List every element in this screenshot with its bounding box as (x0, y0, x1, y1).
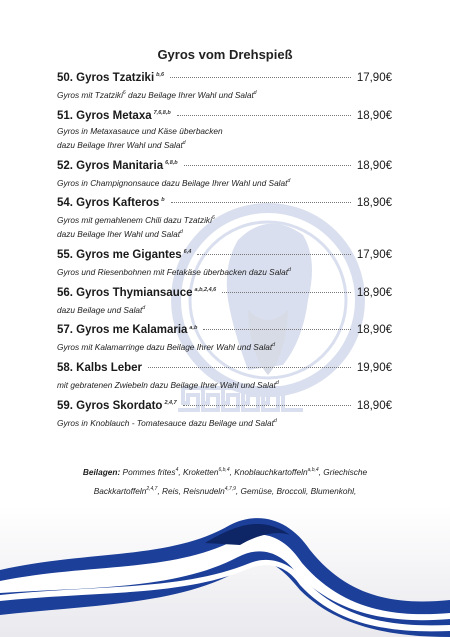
allergen-note: 6 (122, 90, 126, 96)
dot-leader (203, 329, 350, 330)
allergen-note: d (253, 90, 257, 96)
menu-item-header (57, 362, 392, 377)
allergen-note: d (182, 139, 186, 146)
dish-name (57, 197, 165, 209)
allergen-note: d (288, 266, 291, 273)
dish-description (57, 377, 392, 391)
allergen-note: 2,4,7 (146, 485, 158, 492)
dish-price: 19,90€ (356, 362, 392, 375)
dot-leader (177, 115, 351, 116)
dish-description (57, 87, 392, 101)
dish-price: 17,90€ (356, 248, 392, 261)
side-dishes-label: Beilagen: (82, 466, 121, 477)
menu-list (57, 72, 392, 438)
menu-item (57, 110, 392, 151)
menu-item-header (57, 72, 392, 87)
dot-leader (197, 254, 351, 255)
dish-price: 18,90€ (356, 399, 392, 412)
menu-item (57, 197, 392, 240)
dish-name (57, 72, 164, 84)
dish-name-text: 54. Gyros Kafteros (57, 197, 160, 210)
menu-item-header (57, 160, 392, 175)
dish-description (57, 302, 392, 316)
dot-leader (222, 292, 351, 293)
dot-leader (171, 202, 351, 203)
menu-item (57, 400, 392, 429)
menu-item-header (57, 249, 392, 264)
dish-description (57, 212, 392, 226)
dish-description (57, 226, 392, 240)
text-segment: mit gebratenen Zwiebeln dazu Beilage Ihrer Wahl und Salat (57, 379, 276, 390)
dish-description (57, 137, 392, 151)
allergen-codes: 6,8,b (165, 159, 178, 166)
text-segment: Gyros in Metaxasauce und Käse überbacken (57, 125, 223, 136)
side-dishes-line (45, 462, 405, 481)
text-segment: Gyros und Riesenbohnen mit Fetakäse überbacken dazu Salat (57, 266, 289, 277)
dish-description (57, 415, 392, 429)
allergen-codes: a,b (189, 324, 198, 331)
text-segment: Pommes frites (120, 466, 176, 477)
allergen-note: d (180, 229, 183, 236)
allergen-note: d (287, 177, 291, 184)
allergen-codes: a,b,2,4,6 (194, 286, 217, 293)
text-segment: , Griechische (318, 466, 368, 477)
dish-name (57, 362, 142, 374)
dish-description (57, 125, 392, 137)
allergen-note: d (142, 304, 146, 311)
dish-price: 18,90€ (356, 159, 392, 172)
menu-item-header (57, 197, 392, 212)
dish-price: 18,90€ (356, 324, 392, 337)
allergen-codes: 2,4,7 (164, 400, 177, 407)
dish-name-text: 59. Gyros Skordato (57, 399, 163, 412)
text-segment: Gyros in Champignonsauce dazu Beilage Ihrer Wahl und Salat (57, 177, 288, 188)
allergen-codes: b (161, 197, 165, 204)
dish-price: 18,90€ (356, 109, 392, 122)
allergen-codes: 7,6,8,b (153, 109, 171, 116)
dish-price: 18,90€ (356, 286, 392, 299)
allergen-note: d (275, 380, 279, 387)
allergen-codes: 6,4 (183, 249, 192, 255)
dish-description (57, 264, 392, 278)
text-segment: Gyros in Knoblauch - Tomatesauce dazu Beilage und Salat (57, 417, 274, 428)
dish-name-text: 56. Gyros Thymiansauce (57, 286, 193, 299)
text-segment: dazu Beilage Ihrer Wahl und Salat (125, 89, 254, 100)
dish-price: 18,90€ (356, 197, 392, 210)
text-segment: Backkartoffeln (93, 485, 147, 496)
text-segment: Gyros mit gemahlenem Chili dazu Tzatziki (57, 215, 212, 226)
dish-name-text: 51. Gyros Metaxa (57, 109, 152, 122)
text-segment: Gyros mit Kalamarringe dazu Beilage Ihrer Wahl und Salat (57, 342, 273, 353)
menu-item (57, 324, 392, 353)
text-segment: , Gemüse, Broccoli, Blumenkohl, (235, 485, 357, 496)
menu-item-header (57, 324, 392, 339)
side-dishes-line (45, 481, 405, 500)
dish-description (57, 175, 392, 189)
dish-name (57, 249, 191, 261)
menu-item-header (57, 110, 392, 125)
text-segment: dazu Beilage Ihrer Wahl und Salat (57, 139, 183, 150)
menu-item (57, 160, 392, 189)
dish-price: 17,90€ (356, 72, 392, 84)
allergen-note: 4 (175, 467, 179, 473)
dish-name (57, 400, 177, 412)
dot-leader (183, 405, 351, 406)
allergen-note: a,b,4 (307, 467, 319, 473)
menu-item (57, 362, 392, 391)
dot-leader (148, 367, 351, 368)
dish-name (57, 324, 197, 336)
allergen-note: 6 (211, 215, 215, 222)
text-segment: , Knoblauchkartoffeln (229, 466, 308, 477)
text-segment: , Kroketten (178, 466, 219, 477)
dish-description (57, 339, 392, 353)
text-segment: Gyros mit Tzatziki (57, 89, 123, 100)
allergen-note: d (272, 342, 275, 349)
text-segment: , Reis, Reisnudeln (157, 485, 225, 496)
dot-leader (170, 77, 351, 78)
menu-item (57, 287, 392, 316)
dish-name-text: 57. Gyros me Kalamaria (57, 324, 188, 337)
text-segment: dazu Beilage und Salat (57, 304, 143, 315)
menu-item (57, 249, 392, 278)
allergen-note: d (273, 417, 277, 424)
allergen-codes: b,6 (156, 72, 165, 79)
dish-name (57, 110, 171, 122)
menu-item-header (57, 287, 392, 302)
menu-item-header (57, 400, 392, 415)
allergen-note: 6,b,4 (218, 467, 230, 473)
dish-name-text: 55. Gyros me Gigantes (57, 248, 182, 261)
dot-leader (184, 165, 351, 166)
dish-name (57, 287, 216, 299)
dish-name-text: 52. Gyros Manitaria (57, 159, 164, 172)
page-title: Gyros vom Drehspieß (157, 47, 293, 62)
allergen-note: 4,7,9 (224, 485, 236, 492)
dish-name-text: 58. Kalbs Leber (57, 362, 143, 375)
text-segment: dazu Beilage Iher Wahl und Salat (57, 228, 180, 239)
dish-name (57, 160, 178, 172)
menu-item (57, 72, 392, 101)
greek-flag-ribbon (0, 505, 450, 637)
dish-name-text: 50. Gyros Tzatziki (57, 72, 155, 84)
